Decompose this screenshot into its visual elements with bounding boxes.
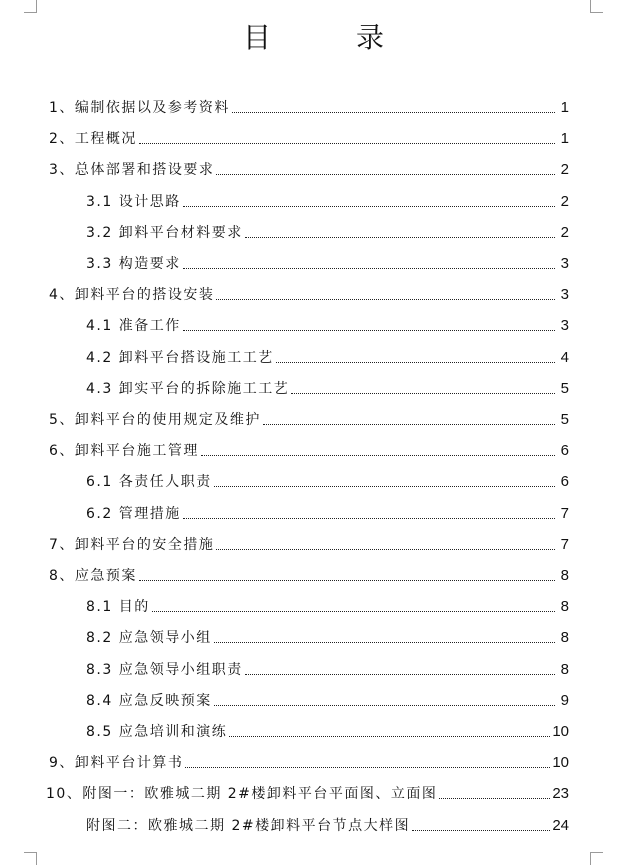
toc-entry[interactable]: [86, 688, 569, 710]
page-corner-mark: [590, 852, 603, 865]
toc-leader-line: [183, 206, 555, 207]
toc-entry-label: 8.3 应急领导小组职责: [86, 661, 243, 678]
toc-entry[interactable]: [49, 532, 569, 554]
toc-entry[interactable]: [86, 345, 569, 367]
toc-entry-label: 6.1 各责任人职责: [86, 474, 212, 491]
toc-page-number: 3: [560, 317, 569, 335]
toc-leader-line: [216, 174, 555, 175]
toc-leader-line: [201, 455, 555, 456]
toc-entry-label: 2、工程概况: [49, 131, 137, 148]
toc-page-number: 5: [560, 379, 569, 397]
page-corner-mark: [590, 0, 603, 13]
toc-leader-line: [229, 736, 550, 737]
toc-entry[interactable]: [86, 313, 569, 335]
toc-page-number: 8: [560, 660, 569, 678]
toc-entry-label: 4.2 卸料平台搭设施工工艺: [86, 349, 274, 366]
toc-leader-line: [263, 424, 555, 425]
toc-page-number: 8: [560, 598, 569, 616]
toc-leader-line: [183, 518, 555, 519]
toc-entry-label: 3.1 设计思路: [86, 193, 181, 210]
toc-entry[interactable]: [49, 95, 569, 117]
toc-page-number: 6: [560, 473, 569, 491]
toc-leader-line: [214, 705, 555, 706]
toc-page-number: 24: [552, 816, 569, 834]
toc-entry[interactable]: [49, 438, 569, 460]
toc-page-number: 6: [560, 442, 569, 460]
toc-page-number: 2: [560, 161, 569, 179]
toc-leader-line: [216, 299, 555, 300]
toc-entry-label: 1、编制依据以及参考资料: [49, 100, 230, 116]
toc-entry-label: 8.4 应急反映预案: [86, 692, 212, 709]
toc-entry[interactable]: [86, 594, 569, 616]
toc-entry[interactable]: [49, 157, 569, 179]
toc-entry-label: 5、卸料平台的使用规定及维护: [49, 412, 261, 428]
toc-entry-label: 6.2 管理措施: [86, 505, 181, 522]
toc-entry[interactable]: [86, 220, 569, 242]
toc-leader-line: [185, 767, 550, 768]
toc-entry-label: 10、附图一：欧雅城二期 2#楼卸料平台平面图、立面图: [46, 786, 438, 803]
toc-entry[interactable]: [86, 251, 569, 273]
toc-leader-line: [214, 642, 555, 643]
toc-page-number: 9: [560, 691, 569, 709]
page-corner-mark: [24, 0, 37, 13]
toc-entry-label: 3、总体部署和搭设要求: [49, 162, 215, 179]
toc-leader-line: [152, 611, 555, 612]
toc-entry-label: 4.1 准备工作: [86, 318, 181, 335]
toc-leader-line: [439, 798, 550, 799]
toc-leader-line: [245, 237, 555, 238]
toc-entry-label: 4、卸料平台的搭设安装: [49, 287, 215, 304]
toc-entry-label: 8、应急预案: [49, 568, 137, 584]
toc-leader-line: [276, 362, 555, 363]
toc-page-number: 23: [552, 785, 569, 803]
toc-page-number: 10: [552, 754, 569, 772]
toc-entry[interactable]: [49, 563, 569, 585]
toc-entry-label: 附图二：欧雅城二期 2#楼卸料平台节点大样图: [86, 817, 411, 834]
toc-page-number: 8: [560, 567, 569, 584]
toc-entry[interactable]: [86, 469, 569, 491]
toc-page-number: 8: [560, 629, 569, 647]
page-title: 目 录: [243, 21, 422, 54]
toc-entry[interactable]: [86, 376, 569, 398]
toc-entry-label: 3.3 构造要求: [86, 256, 181, 272]
toc-page-number: 10: [552, 723, 569, 740]
toc-entry[interactable]: [49, 407, 569, 429]
toc-leader-line: [216, 549, 555, 550]
toc-entry[interactable]: [86, 625, 569, 647]
toc-leader-line: [412, 830, 550, 831]
toc-leader-line: [139, 143, 555, 144]
toc-page-number: 2: [560, 192, 569, 210]
page-corner-mark: [24, 852, 37, 865]
toc-entry[interactable]: [86, 501, 569, 523]
toc-entry[interactable]: [49, 282, 569, 304]
toc-leader-line: [291, 393, 555, 394]
toc-page-number: 1: [560, 99, 569, 116]
toc-entry[interactable]: [49, 750, 569, 772]
toc-entry-label: 6、卸料平台施工管理: [49, 443, 199, 460]
toc-leader-line: [139, 580, 555, 581]
toc-entry-label: 9、卸料平台计算书: [49, 755, 184, 772]
toc-entry[interactable]: [86, 189, 569, 211]
toc-page-number: 3: [560, 286, 569, 304]
toc-page-number: 2: [560, 223, 569, 241]
toc-entry-label: 4.3 卸实平台的拆除施工工艺: [86, 380, 290, 397]
toc-page-number: 7: [560, 504, 569, 522]
toc-entry[interactable]: [46, 781, 569, 803]
toc-entry-label: 8.5 应急培训和演练: [86, 724, 228, 740]
toc-page-number: 4: [560, 348, 569, 366]
toc-entry-label: 8.2 应急领导小组: [86, 630, 212, 647]
toc-leader-line: [214, 486, 555, 487]
toc-leader-line: [245, 674, 555, 675]
toc-page-number: 1: [560, 130, 569, 148]
toc-entry[interactable]: [49, 126, 569, 148]
toc-entry[interactable]: [86, 719, 569, 741]
toc-leader-line: [183, 330, 555, 331]
toc-entry-label: 3.2 卸料平台材料要求: [86, 224, 243, 241]
toc-leader-line: [232, 112, 555, 113]
toc-page-number: 3: [560, 255, 569, 272]
toc-page-number: 7: [560, 535, 569, 553]
toc-entry[interactable]: [86, 813, 569, 835]
toc-page-number: 5: [560, 411, 569, 428]
toc-leader-line: [183, 268, 555, 269]
toc-entry-label: 8.1 目的: [86, 599, 150, 616]
toc-entry-label: 7、卸料平台的安全措施: [49, 536, 215, 553]
toc-entry[interactable]: [86, 657, 569, 679]
